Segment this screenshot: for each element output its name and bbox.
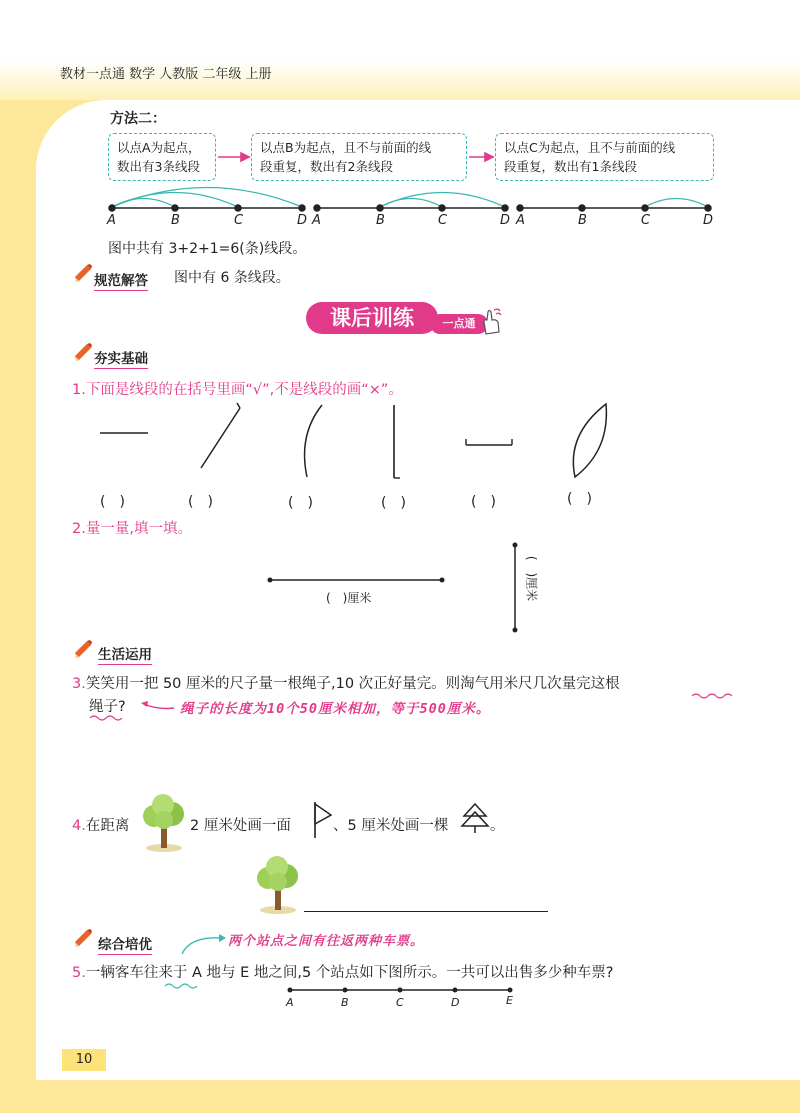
- page-number: 10: [62, 1049, 106, 1071]
- banner-title: 课后训练: [306, 302, 438, 334]
- note-arrow-icon: [176, 930, 228, 958]
- diagram-1: [109, 188, 305, 212]
- arrow-1: [218, 153, 249, 161]
- step-1-line-1: 以点A为起点，: [117, 140, 201, 155]
- method-label: 方法二：: [110, 111, 166, 127]
- shape-ray: [201, 408, 240, 468]
- section-life-application: 生活运用: [98, 643, 152, 665]
- question-2-text: 量一量,填一填。: [85, 521, 192, 537]
- wavy-underline: [88, 712, 128, 724]
- question-2-number: 2.: [72, 521, 86, 537]
- station-a: A: [286, 996, 294, 1009]
- answer-paren-1[interactable]: ( ): [100, 494, 125, 510]
- station-c: C: [396, 996, 404, 1009]
- answer-paren-2[interactable]: ( ): [188, 494, 213, 510]
- answer-text: 图中有 6 条线段。: [174, 270, 290, 286]
- step-2-line-2: 段重复，数出有2条线段: [260, 159, 393, 174]
- question-4-part-4: 。: [490, 818, 505, 834]
- question-1-number: 1.: [72, 382, 86, 398]
- pencil-icon: [72, 341, 94, 363]
- step-3-line-2: 段重复，数出有1条线段: [504, 159, 637, 174]
- answer-paren-6[interactable]: ( ): [567, 491, 592, 507]
- label-d-2: D: [500, 213, 511, 228]
- hand-pointer-icon: [478, 306, 506, 336]
- wavy-underline: [690, 690, 740, 702]
- label-c-3: C: [641, 213, 651, 228]
- diagram-2: [314, 193, 508, 212]
- label-d-1: D: [297, 213, 308, 228]
- horizontal-length-blank[interactable]: ( )厘米: [326, 591, 372, 605]
- question-3-number: 3.: [72, 676, 86, 692]
- question-4-part-2: 2 厘米处画一面: [190, 818, 291, 834]
- question-4: [72, 814, 129, 835]
- book-header: 教材一点通 数学 人教版 二年级 上册: [60, 67, 272, 82]
- label-c-1: C: [234, 213, 244, 228]
- pencil-icon: [72, 262, 94, 284]
- question-4-part-3: 、5 厘米处画一棵: [333, 818, 449, 834]
- small-tree-symbol-icon: [460, 802, 490, 834]
- pencil-icon: [72, 638, 94, 660]
- section-comprehensive: 综合培优: [98, 933, 152, 955]
- question-3-line-1: 笑笑用一把 50 厘米的尺子量一根绳子,10 次正好量完。则淘气用米尺几次量完这根: [85, 676, 620, 692]
- shape-curve: [305, 405, 322, 477]
- summary-text: 图中共有 3+2+1=6(条)线段。: [108, 241, 307, 257]
- tree-icon: [140, 792, 188, 854]
- question-3-note: 绳子的长度为10个50厘米相加，等于500厘米。: [180, 701, 491, 717]
- pencil-icon: [72, 927, 94, 949]
- figure-shapes: [0, 395, 800, 485]
- label-b-1: B: [171, 213, 180, 228]
- tree-icon: [254, 854, 302, 916]
- label-a-3: A: [516, 213, 525, 228]
- shape-leaf: [573, 404, 606, 477]
- step-1-line-2: 数出有3条线段: [117, 159, 200, 174]
- label-b-3: B: [578, 213, 587, 228]
- banner-sub: 一点通: [430, 314, 488, 334]
- label-c-2: C: [438, 213, 448, 228]
- answer-paren-3[interactable]: ( ): [288, 495, 313, 511]
- question-4-part-1: 在距离: [85, 818, 130, 834]
- diagram-3: [517, 199, 711, 212]
- practice-banner: [306, 300, 506, 338]
- flag-icon: [312, 800, 334, 840]
- step-2-line-1: 以点B为起点，且不与前面的线: [260, 140, 432, 155]
- vertical-length-blank[interactable]: ( )厘米: [524, 555, 539, 602]
- label-a-1: A: [107, 213, 116, 228]
- label-d-3: D: [703, 213, 714, 228]
- question-4-number: 4.: [72, 818, 86, 834]
- question-5-note: 两个站点之间有往返两种车票。: [228, 934, 425, 949]
- question-5: [72, 961, 614, 982]
- note-arrow-icon: [138, 698, 178, 712]
- question-2: [72, 517, 192, 538]
- question-1-text: 下面是线段的在括号里画“√”,不是线段的画“×”。: [85, 382, 403, 398]
- question-5-text: 一辆客车往来于 A 地与 E 地之间,5 个站点如下图所示。一共可以出售多少种车票?: [85, 965, 614, 981]
- answer-title: 规范解答: [94, 269, 148, 291]
- label-b-2: B: [376, 213, 385, 228]
- station-b: B: [341, 996, 349, 1009]
- measure-figures: [0, 540, 800, 635]
- step-3-line-1: 以点C为起点，且不与前面的线: [504, 140, 676, 155]
- answer-paren-5[interactable]: ( ): [471, 494, 496, 510]
- label-a-2: A: [312, 213, 321, 228]
- answer-paren-4[interactable]: ( ): [381, 495, 406, 511]
- arrow-2: [469, 153, 493, 161]
- section-solid-basics: 夯实基础: [94, 347, 148, 369]
- question-3-line-2: 绳子?: [89, 699, 126, 715]
- station-e: E: [506, 994, 513, 1007]
- wavy-underline: [163, 980, 203, 992]
- drawing-line: [304, 911, 548, 912]
- station-d: D: [451, 996, 460, 1009]
- question-5-number: 5.: [72, 965, 86, 981]
